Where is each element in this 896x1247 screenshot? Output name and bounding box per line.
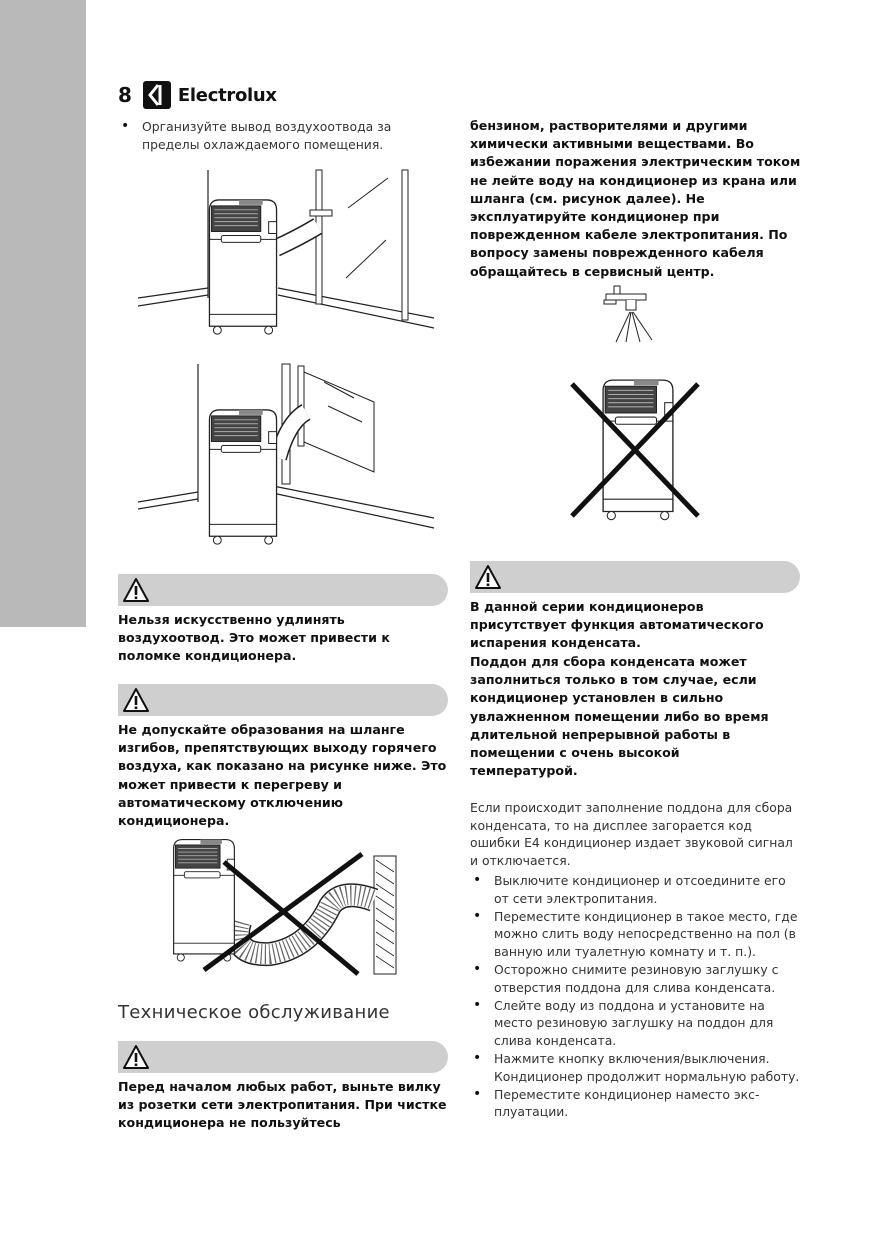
- list-item: • Переместите кондиционер в такое место, где можно слить воду непосредственно на пол (в ванную или туалетную комнату и т. п.).: [470, 908, 804, 961]
- list-item: • Организуйте вывод воздухоотвода за пределы охлаждаемого помещения.: [118, 118, 418, 154]
- list-item: • Выключите кондиционер и отсоедините его от сети электропитания.: [470, 872, 804, 908]
- water-tap-icon: [596, 280, 676, 350]
- list-item: • Слейте воду из поддона и установите на место резиновую заглушку на поддон для слива конденсата.: [470, 997, 804, 1050]
- warning-bar: [118, 1041, 448, 1073]
- warning-bar: [118, 574, 448, 606]
- page-header: [118, 78, 277, 112]
- warning-text: Поддон для сбора конденсата может заполниться только в том случае, если кондиционер установлен в сильно увлажненном помещении либо во время длительной непрерывной работы в помещении с очень высокой температурой.: [470, 654, 769, 779]
- warning-icon: [122, 1044, 150, 1070]
- continued-warning-text: бензином, растворителями и другими химически активными веществами. Во избежании поражения электрическим током не лейте воду на кондиционер из крана или шланга (см. рисунок далее). Не эксплуатируйте кондиционер при поврежденном кабеле электропитания. По вопросу замены поврежденного кабеля обращайтесь в сервисный центр.: [470, 118, 801, 279]
- condensate-paragraph: Если происходит заполнение поддона для сбора конденсата, то на дисплее загорается код ошибки E4 кондиционер издает звуковой сигнал и отключается.: [470, 800, 793, 868]
- warning-text: Не допускайте образования на шланге изгибов, препятствующих выходу горячего воздуха, как показано на рисунке ниже. Это может привести к перегреву и автоматическому отключению кондиционера.: [118, 722, 447, 829]
- side-tab: [0, 0, 86, 627]
- list-item: • Осторожно снимите резиновую заглушку с отверстия поддона для слива конденсата.: [470, 961, 804, 997]
- list-item: • Переместите кондиционер наместо экс-плуатации.: [470, 1086, 804, 1122]
- warning-text: Нельзя искусственно удлинять воздухоотвод. Это может привести к поломке кондиционера.: [118, 612, 390, 664]
- maintenance-steps-list: [470, 872, 804, 1121]
- intro-bullet-list: [118, 118, 418, 154]
- electrolux-logo-icon: [142, 80, 172, 110]
- list-item: • Нажмите кнопку включения/выключения. Кондиционер продолжит нормальную работу.: [470, 1050, 804, 1086]
- page-number: 8: [118, 83, 132, 107]
- warning-icon: [474, 564, 502, 590]
- figure-hose-window-open: [138, 362, 438, 552]
- warning-icon: [122, 687, 150, 713]
- section-heading: Техническое обслуживание: [118, 1002, 390, 1023]
- figure-hose-window: [138, 168, 438, 348]
- figure-bent-hose-prohibited: [160, 836, 410, 976]
- figure-no-water-prohibited: [568, 376, 708, 530]
- brand-name: Electrolux: [177, 84, 277, 106]
- warning-bar: [470, 561, 800, 593]
- warning-text: Перед началом любых работ, выньте вилку из розетки сети электропитания. При чистке кондиционера не пользуйтесь: [118, 1079, 447, 1131]
- warning-bar: [118, 684, 448, 716]
- warning-icon: [122, 577, 150, 603]
- warning-text: В данной серии кондиционеров присутствует функция автоматического испарения конденсата.: [470, 599, 764, 651]
